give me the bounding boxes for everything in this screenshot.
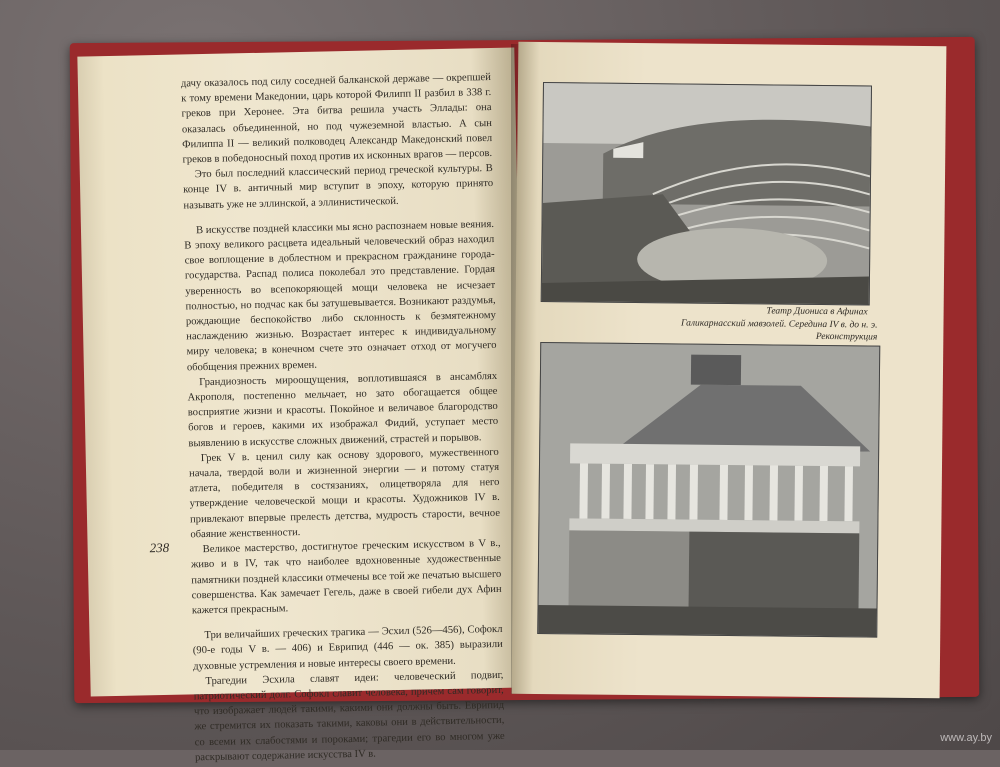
paragraph: Грандиозность мироощущения, воплотившаяся в ансамблях Акрополя, постепенно мельчает, но зато обогащается общее восприятие жизни и красоты. Покойное и величавое благородство богов и героев, какими их изображал Фидий, уступает место выявлению в искусстве сложных движений, страстей и порывов. xyxy=(187,370,499,450)
paragraph: дачу оказалось под силу соседней балканской державе — окрепшей к тому времени Македонии, царь которой Филипп II разбил в 338 г. греков при Херонее. Эта битва решила участь Эллады: она оказалась объединенной, но под чужеземной властью. А сын Филиппа II — великий полководец Александр Македонский повел греков в победоносный поход против их исконных врагов — персов. xyxy=(180,71,493,166)
mausoleum-illustration xyxy=(537,342,880,638)
paragraph: Грек V в. ценил силу как основу здорового, мужественного начала, твердой воли и жизненной энергии — и потому статуя атлета, победителя в состязаниях, олицетворяла для него утверждение человеческой мощи и красоты. Художников IV в. привлекают впервые прелесть детства, мудрость старости, вечное обаяние женственности. xyxy=(188,446,501,541)
right-page xyxy=(512,42,947,698)
left-page xyxy=(77,47,527,764)
paragraph: Трагедии Эсхила славят идеи: человеческий подвиг, патриотический долг. Софокл славит человека, причем сам говорит, что изображает людей такими, какими они должны быть. Еврипид же стремится их показать такими, каковы они в действительности, со всеми их слабостями и пороками; трагедии его во многом уже раскрывают содержание искусства IV в. xyxy=(193,669,505,764)
paragraph: Великое мастерство, достигнутое греческим искусством в V в., живо и в IV, так что наиболее вдохновенные художественные памятники поздней классики отмечены все той же печатью высшего совершенства. Как замечает Гегель, даже в своей гибели дух Афин кажется прекрасным. xyxy=(190,537,502,617)
paragraph: В искусстве поздней классики мы ясно распознаем новые веяния. В эпоху великого расцвета идеальный человеческий образ находил свое воплощение в доблестном и прекрасном гражданине города-государства. Распад полиса поколебал это представление. Гордая уверенность во всепокоряющей мощи человека не исчезает полностью, но подчас как бы затушевывается. Возникают раздумья, рождающие беспокойство либо склонность к безмятежному наслаждению жизнью. Возрастает интерес к индивидуальному миру человека; в конечном счете это означает отход от могучего обобщения прежних времен. xyxy=(184,218,497,374)
watermark: www.ay.by xyxy=(940,732,992,744)
theater-caption: Театр Диониса в Афинах xyxy=(766,306,868,318)
theater-photo xyxy=(541,82,872,305)
paragraph: Это был последний классический период греческой культуры. В конце IV в. античный мир вступит в эпоху, которую принято называть уже не эллинской, а эллинистической. xyxy=(183,163,494,212)
paragraph: Три величайших греческих трагика — Эсхил (526—456), Софокл (90-е годы V в. — 406) и Еврипид (446 — ок. 385) выразили духовные устремления и новые интересы своего времени. xyxy=(192,623,503,672)
mausoleum-caption: Галикарнасский мавзолей. Середина IV в. до н. э. Реконструкция xyxy=(680,318,878,343)
left-page-text xyxy=(181,70,505,765)
page-number: 238 xyxy=(149,539,170,556)
